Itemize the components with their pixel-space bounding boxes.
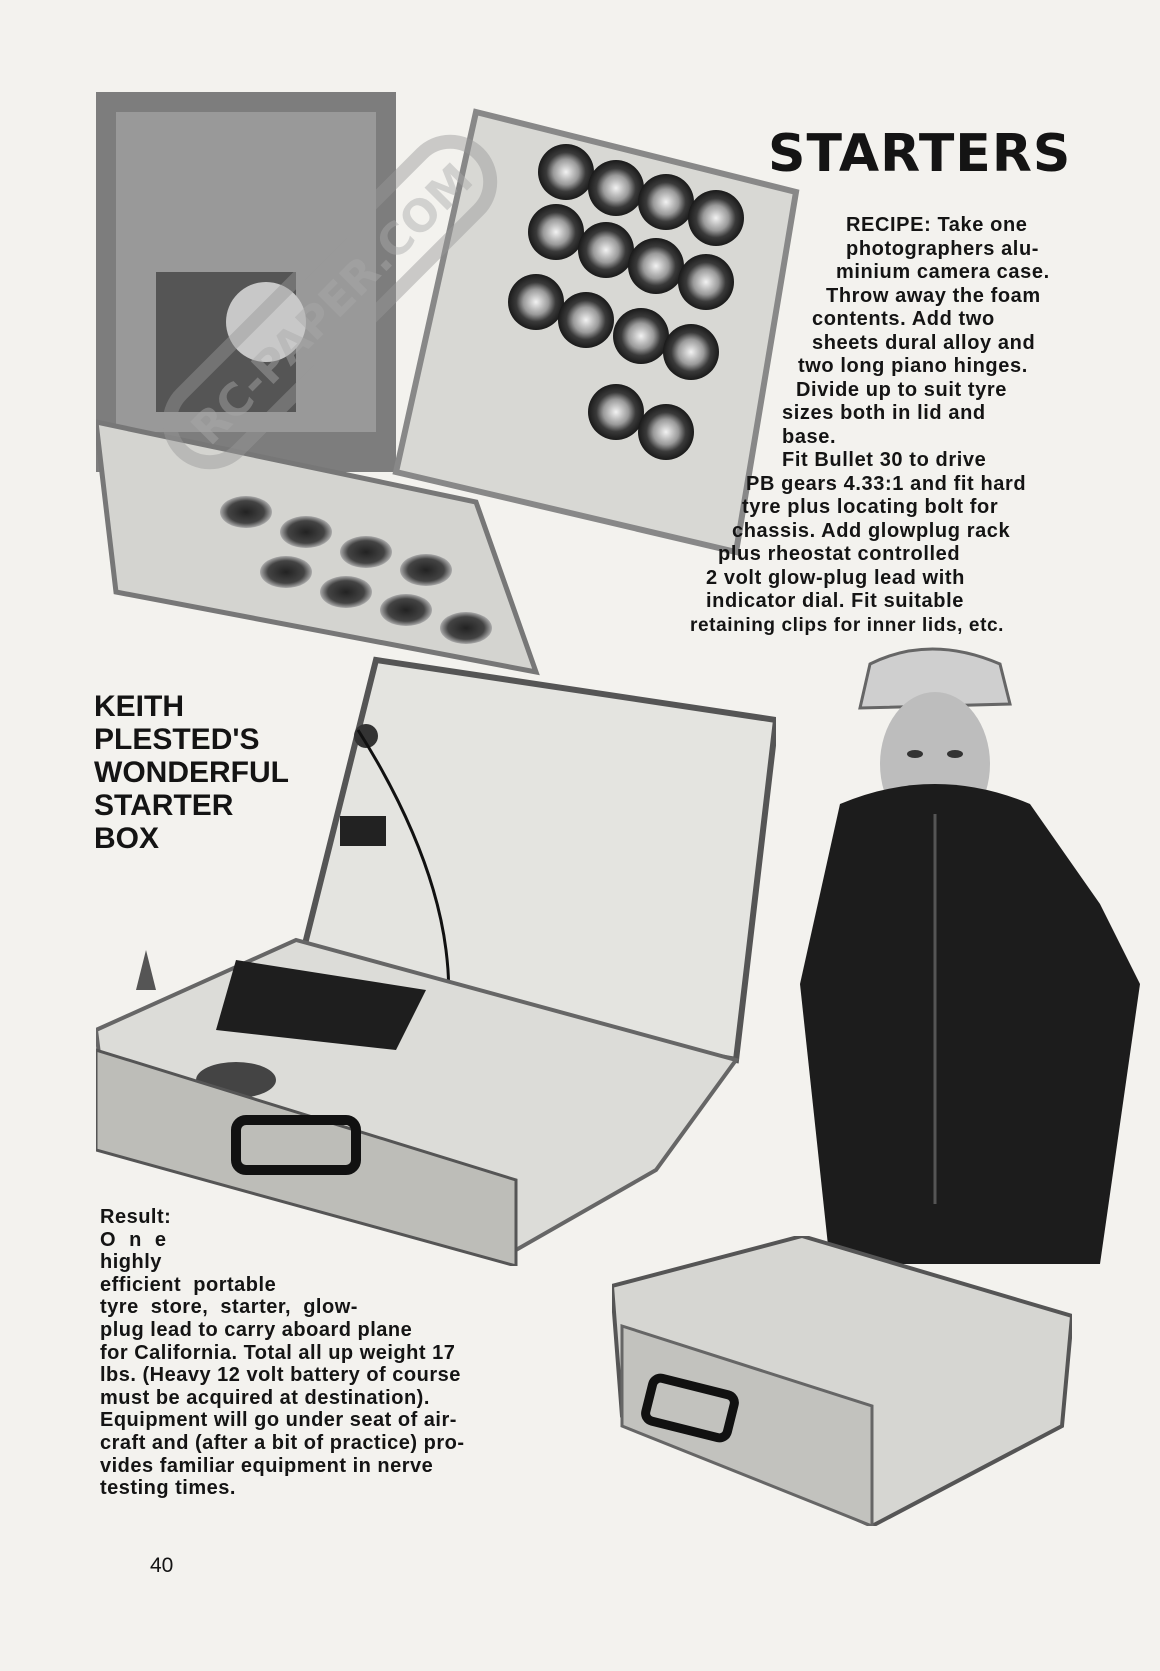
- headline-line: BOX: [94, 822, 160, 855]
- result-line: O n e: [100, 1228, 171, 1251]
- recipe-line: PB gears 4.33:1 and fit hard: [746, 472, 1027, 495]
- result-line: efficient portable: [100, 1273, 277, 1296]
- headline-line: STARTER: [94, 789, 234, 822]
- recipe-line: RECIPE: Take one: [846, 214, 1028, 236]
- result-line: lbs. (Heavy 12 volt battery of course: [100, 1364, 461, 1387]
- recipe-line: photographers alu-: [846, 237, 1040, 260]
- recipe-line: chassis. Add glowplug rack: [732, 519, 1011, 542]
- result-line: Equipment will go under seat of air-: [100, 1409, 457, 1432]
- result-line: tyre store, starter, glow-: [100, 1296, 358, 1319]
- recipe-line: plus rheostat controlled: [718, 543, 961, 565]
- recipe-line: Fit Bullet 30 to drive: [782, 449, 987, 471]
- result-line: testing times.: [100, 1477, 236, 1500]
- result-line: craft and (after a bit of practice) pro-: [100, 1431, 465, 1454]
- page-number: 40: [150, 1554, 174, 1577]
- recipe-line: sheets dural alloy and: [812, 331, 1036, 354]
- headline-line: KEITH: [94, 690, 184, 723]
- result-line: Result:: [100, 1206, 172, 1228]
- result-line: highly: [100, 1251, 162, 1274]
- recipe-line: 2 volt glow-plug lead with: [706, 566, 965, 589]
- svg-text:RC-PAPER.COM: RC-PAPER.COM: [181, 153, 484, 456]
- result-line: vides familiar equipment in nerve: [100, 1454, 434, 1477]
- recipe-line: two long piano hinges.: [798, 355, 1028, 377]
- result-line: must be acquired at destination).: [100, 1386, 430, 1409]
- result-line: plug lead to carry aboard plane: [100, 1318, 413, 1341]
- page-title: STARTERS: [768, 124, 1072, 184]
- recipe-line: base.: [782, 425, 837, 448]
- headline-line: PLESTED'S: [94, 723, 260, 756]
- recipe-line: sizes both in lid and: [782, 402, 986, 424]
- result-text: [100, 1206, 532, 1500]
- man-photo: [800, 644, 1160, 1284]
- result-line: for California. Total all up weight 17: [100, 1341, 456, 1364]
- recipe-line: tyre plus locating bolt for: [742, 496, 999, 518]
- starter-case-photo: [96, 650, 776, 1266]
- recipe-line: Divide up to suit tyre: [796, 378, 1008, 401]
- recipe-line: minium camera case.: [836, 261, 1050, 283]
- recipe-text: [690, 214, 1086, 637]
- recipe-line: contents. Add two: [812, 308, 995, 330]
- closed-case-photo: [612, 1236, 1072, 1526]
- recipe-line: Throw away the foam: [826, 284, 1041, 307]
- headline-line: WONDERFUL: [94, 756, 289, 789]
- recipe-line: retaining clips for inner lids, etc.: [690, 614, 1005, 636]
- recipe-line: indicator dial. Fit suitable: [706, 590, 964, 612]
- watermark-logo: [140, 92, 520, 512]
